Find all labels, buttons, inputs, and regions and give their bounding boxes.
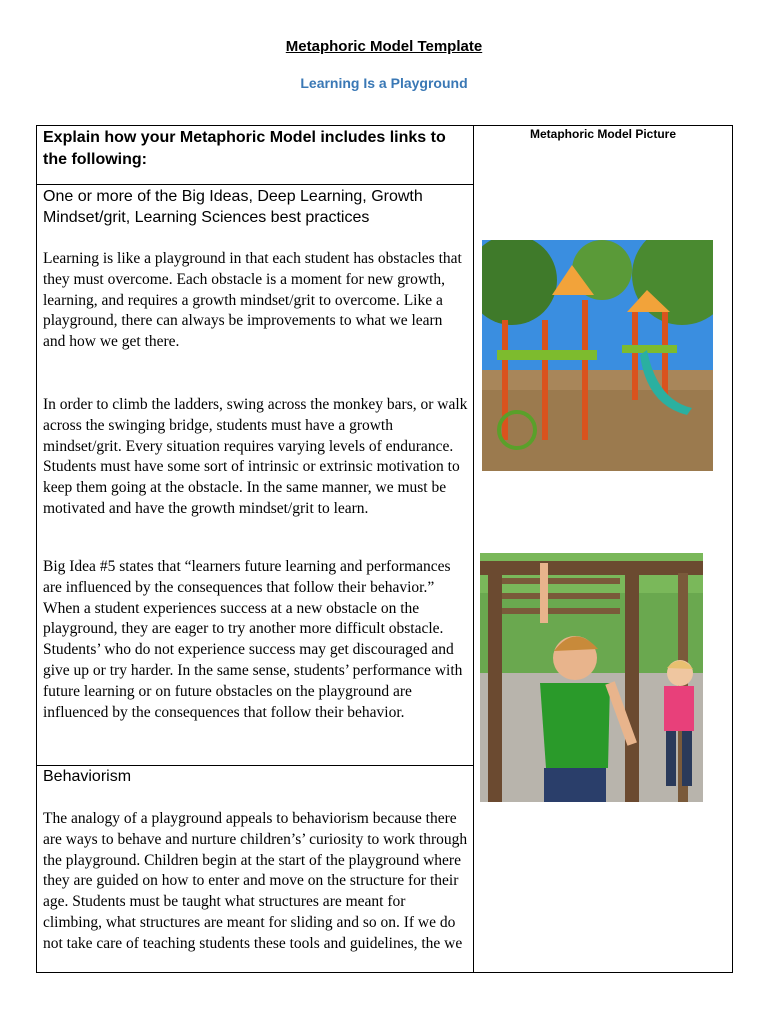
header-left: Explain how your Metaphoric Model includes links to the following: bbox=[43, 129, 446, 168]
paragraph: The analogy of a playground appeals to behaviorism because there are ways to behave and nurture children’s’ curiosity to work through the playground. Children begin at the start of the playground where they are guided on how to enter and move on the structure for their age. Students must be taught what structures are meant for climbing, what structures are meant for sliding and so on. If we do not take care of teaching students these tools and guidelines, the we bbox=[43, 810, 468, 952]
paragraph: In order to climb the ladders, swing across the monkey bars, or walk across the swinging bridge, students must have a growth mindset/grit. Every situation requires varying levels of endurance. Students must have some sort of intrinsic or extrinsic motivation to keep them going at the obstacle. In the same manner, we must be motivated and have the growth mindset/grit to learn. bbox=[43, 396, 468, 517]
paragraph: Big Idea #5 states that “learners future learning and performances are influenced by the consequences that follow their behavior.” When a student experiences success at a new obstacle on the playground, they are eager to try another more difficult obstacle. Students’ who do not experience success may get discouraged and give up or try harder. In the same sense, students’ performance with future learning or on future obstacles on the playground are influenced by the consequences that follow their behavior. bbox=[43, 558, 463, 721]
row-divider bbox=[37, 184, 473, 185]
children-monkey-bars-photo bbox=[480, 553, 703, 802]
document-subtitle: Learning Is a Playground bbox=[300, 75, 468, 91]
section-label-behaviorism: Behaviorism bbox=[43, 768, 132, 785]
column-divider bbox=[473, 126, 474, 972]
playground-photo bbox=[482, 240, 713, 471]
document-title: Metaphoric Model Template bbox=[285, 38, 483, 55]
paragraph: Learning is like a playground in that each student has obstacles that they must overcome. Each obstacle is a moment for new growth, learning, and requires a growth mindset/grit to overcome. Like a playground, there can always be improvements to what we learn and how we get there. bbox=[43, 250, 462, 351]
metaphoric-model-table bbox=[36, 125, 733, 973]
section-label-big-ideas: One or more of the Big Ideas, Deep Learning, Growth Mindset/grit, Learning Sciences best practices bbox=[43, 188, 423, 226]
header-right: Metaphoric Model Picture bbox=[529, 127, 677, 141]
